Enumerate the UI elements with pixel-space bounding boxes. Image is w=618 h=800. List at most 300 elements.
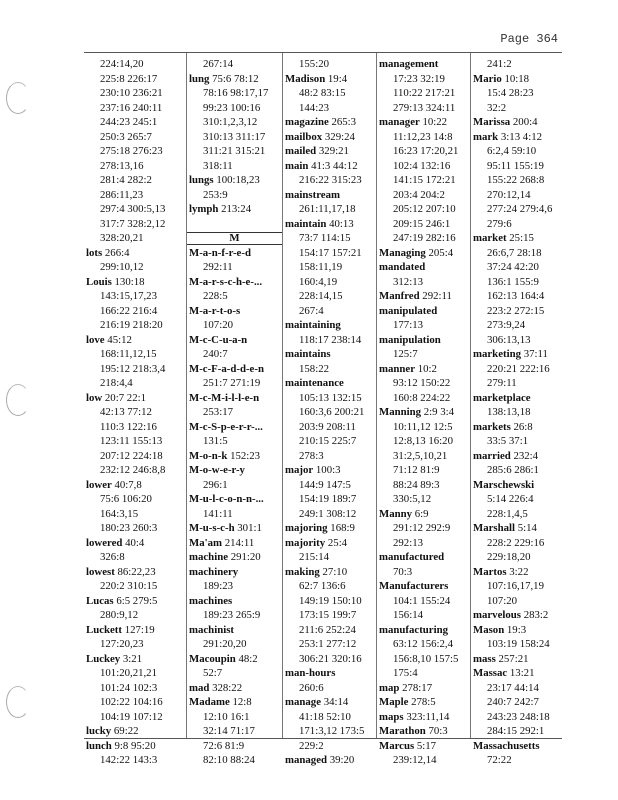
index-refs-line: 270:12,14: [487, 188, 531, 201]
index-refs-line: 318:11: [203, 159, 233, 172]
index-entry: [471, 391, 562, 406]
index-entry: [187, 536, 282, 551]
index-term: Marschewski: [473, 478, 535, 491]
index-refs-line: 279:13 324:11: [393, 101, 456, 114]
index-refs-line: 279:6: [487, 217, 512, 230]
index-refs-line: 123:11 155:13: [100, 435, 163, 447]
index-refs-line: 118:17 238:14: [299, 333, 362, 346]
index-term: manager: [379, 116, 420, 128]
index-entry: [377, 333, 470, 348]
index-entry: [471, 420, 562, 435]
index-term: Maple: [379, 696, 409, 708]
index-refs: 205:4: [428, 246, 454, 259]
index-entry: [187, 72, 282, 87]
index-refs-line: 223:2 272:15: [487, 304, 545, 317]
index-term: Marcus: [379, 739, 415, 752]
index-refs: 6:9: [414, 507, 429, 520]
index-refs: 6:5 279:5: [116, 594, 158, 607]
index-term: maintenance: [285, 377, 344, 389]
index-refs: 27:10: [322, 565, 348, 578]
index-refs-line: 317:7 328:2,12: [100, 217, 166, 230]
index-term: Lucas: [86, 594, 114, 607]
index-refs-line: 220:2 310:15: [100, 580, 158, 592]
index-refs: 10:22: [422, 116, 448, 128]
index-term: lower: [86, 478, 112, 491]
index-refs-line: 52:7: [203, 667, 223, 679]
index-term: M-o-w-e-r-y: [189, 464, 245, 476]
index-refs: 34:14: [323, 696, 349, 708]
index-term: Manning: [379, 406, 422, 418]
index-term: markets: [473, 420, 511, 433]
index-term: lunch: [86, 739, 112, 752]
index-refs: 5:14: [517, 522, 537, 534]
index-refs: 127:19: [124, 623, 155, 636]
index-term: magazine: [285, 116, 329, 128]
index-entry: [84, 594, 186, 609]
index-refs: 25:4: [327, 536, 348, 549]
index-refs-line: 72:22: [487, 754, 512, 766]
index-refs-line: 101:24 102:3: [100, 681, 158, 694]
index-refs-line: 160:3,6 200:21: [299, 406, 365, 418]
index-refs-line: 162:13 164:4: [487, 290, 545, 302]
index-refs-line: 154:17 157:21: [299, 246, 362, 259]
index-refs-line: 17:23 32:19: [393, 72, 445, 85]
index-entry: [377, 304, 470, 319]
index-refs: 329:21: [318, 145, 349, 157]
index-term: mark: [473, 130, 499, 143]
index-entry: [283, 565, 376, 580]
index-entry: [471, 739, 562, 754]
index-refs-line: 41:18 52:10: [299, 710, 351, 723]
index-term: M-c-F-a-d-d-e-n: [189, 362, 264, 375]
index-refs-line: 16:23 17:20,21: [393, 145, 459, 157]
index-term: love: [86, 333, 105, 346]
index-refs-line: 216:19 218:20: [100, 319, 163, 331]
index-term: M-a-r-s-c-h-e-...: [189, 275, 263, 288]
index-refs: 40:4: [125, 536, 145, 549]
index-refs-line: 218:4,4: [100, 377, 133, 389]
index-refs-line: 104:19 107:12: [100, 710, 163, 723]
index-term: manage: [285, 696, 321, 708]
index-refs-line: 311:21 315:21: [203, 145, 266, 157]
index-refs-line: 228:14,15: [299, 290, 343, 302]
index-entry: [377, 260, 470, 275]
index-refs-line: 203:9 208:11: [299, 420, 356, 433]
index-refs: 25:15: [509, 232, 534, 244]
index-entry: [84, 724, 186, 739]
index-entry: [283, 536, 376, 551]
index-refs-line: 78:16 98:17,17: [203, 87, 269, 99]
index-entry: [187, 202, 282, 217]
index-column: [376, 53, 470, 766]
index-term: majoring: [285, 522, 328, 534]
index-refs-line: 229:2: [299, 739, 324, 752]
index-entry: [377, 710, 470, 725]
index-entry: [377, 362, 470, 377]
index-column: [84, 53, 186, 766]
index-refs-line: 216:22 315:23: [299, 174, 362, 186]
index-refs-line: 107:20: [487, 594, 517, 607]
index-refs: 232:4: [513, 449, 539, 462]
index-refs: 19:3: [506, 623, 527, 636]
index-refs: 48:2: [238, 652, 258, 665]
index-refs-line: 158:11,19: [299, 261, 343, 273]
index-refs-line: 225:8 226:17: [100, 72, 158, 85]
index-refs-line: 210:15 225:7: [299, 435, 357, 447]
index-entry: [377, 623, 470, 638]
index-refs-line: 299:10,12: [100, 261, 144, 273]
index-refs-line: 149:19 150:10: [299, 594, 362, 607]
index-refs: 291:20: [230, 551, 261, 563]
index-refs-line: 326:8: [100, 551, 125, 563]
index-refs-line: 215:14: [299, 551, 329, 563]
index-term: major: [285, 464, 314, 476]
index-term: Managing: [379, 246, 426, 259]
index-refs: 70:3: [428, 725, 448, 737]
index-entry: [187, 492, 282, 507]
index-refs: 168:9: [330, 522, 355, 534]
index-refs-line: 155:20: [299, 58, 329, 70]
index-refs: 26:8: [513, 420, 533, 433]
index-refs-line: 241:2: [487, 58, 512, 70]
page-number: Page 364: [500, 32, 558, 46]
index-refs-line: 249:1 308:12: [299, 507, 357, 520]
index-term: machines: [189, 594, 233, 607]
index-refs-line: 136:1 155:9: [487, 275, 539, 288]
index-refs-line: 284:15 292:1: [487, 725, 545, 737]
index-refs-line: 82:10 88:24: [203, 754, 255, 766]
index-refs-line: 277:24 279:4,6: [487, 203, 553, 215]
index-refs-line: 142:22 143:3: [100, 754, 158, 766]
index-term: manipulated: [379, 304, 438, 317]
index-refs-line: 230:10 236:21: [100, 87, 163, 99]
index-refs-line: 141:15 172:21: [393, 174, 456, 186]
index-refs-line: 171:3,12 173:5: [299, 725, 365, 737]
index-term: lung: [189, 72, 210, 85]
index-refs-line: 267:14: [203, 58, 233, 70]
index-refs-line: 26:6,7 28:18: [487, 246, 542, 259]
index-refs-line: 110:22 217:21: [393, 87, 456, 99]
index-refs-line: 70:3: [393, 565, 413, 578]
index-refs-line: 15:4 28:23: [487, 87, 534, 99]
index-refs-line: 306:21 320:16: [299, 652, 362, 665]
index-refs-line: 107:16,17,19: [487, 580, 544, 592]
index-term: main: [285, 159, 309, 172]
index-term: Madison: [285, 72, 326, 85]
index-entry: [283, 217, 376, 232]
index-entry: [187, 362, 282, 377]
index-term: low: [86, 391, 103, 404]
index-refs-line: 330:5,12: [393, 493, 432, 505]
index-entry: [283, 347, 376, 362]
index-refs: 292:11: [422, 290, 452, 302]
index-refs: 283:2: [523, 609, 549, 621]
index-refs-line: 189:23 265:9: [203, 609, 261, 621]
index-term: lucky: [86, 725, 112, 737]
index-term: Mason: [473, 623, 505, 636]
index-refs-line: 253:1 277:12: [299, 638, 357, 650]
index-entry: [471, 666, 562, 681]
index-refs-line: 253:17: [203, 406, 233, 418]
index-refs-line: 32:2: [487, 101, 507, 114]
index-term: Martos: [473, 565, 507, 578]
index-refs-line: 156:14: [393, 609, 423, 621]
index-term: mailed: [285, 145, 317, 157]
index-refs-line: 62:7 136:6: [299, 580, 346, 592]
index-column: [282, 53, 376, 766]
index-term: M-c-C-u-a-n: [189, 333, 248, 346]
index-refs-line: 312:13: [393, 275, 423, 288]
index-refs-line: 48:2 83:15: [299, 87, 346, 99]
index-refs-line: 63:12 156:2,4: [393, 638, 453, 650]
index-term: majority: [285, 536, 326, 549]
index-term: machinist: [189, 623, 234, 636]
index-refs-line: 11:12,23 14:8: [393, 130, 453, 143]
index-term: lowest: [86, 565, 115, 578]
index-refs-line: 310:13 311:17: [203, 130, 266, 143]
index-term: market: [473, 232, 507, 244]
index-term: M-a-r-t-o-s: [189, 304, 241, 317]
index-refs: 214:11: [224, 536, 255, 549]
index-term: maintains: [285, 348, 331, 360]
index-refs: 278:17: [402, 681, 433, 694]
index-entry: [377, 724, 470, 739]
index-refs: 130:18: [114, 275, 145, 288]
index-entry: [187, 449, 282, 464]
index-refs-line: 144:23: [299, 101, 329, 114]
index-refs: 45:12: [107, 333, 132, 346]
index-term: Luckey: [86, 652, 121, 665]
index-entry: [377, 681, 470, 696]
index-refs-line: 31:2,5,10,21: [393, 449, 448, 462]
index-term: mainstream: [285, 188, 340, 201]
index-refs-line: 261:11,17,18: [299, 203, 356, 215]
index-entry: [187, 550, 282, 565]
index-refs-line: 278:3: [299, 449, 324, 462]
index-refs-line: 207:12 224:18: [100, 449, 163, 462]
index-refs: 2:9 3:4: [423, 406, 455, 418]
index-refs-line: 102:22 104:16: [100, 696, 163, 708]
index-entry: [187, 521, 282, 536]
index-term: manufacturing: [379, 623, 448, 636]
index-term: machine: [189, 551, 228, 563]
index-refs: 13:21: [509, 667, 535, 679]
punch-hole: [6, 384, 30, 416]
index-refs-line: 205:12 207:10: [393, 203, 456, 215]
index-refs-line: 203:4 204:2: [393, 188, 445, 201]
index-term: Mario: [473, 72, 502, 85]
index-refs-line: 10:11,12 12:5: [393, 420, 453, 433]
index-entry: [283, 159, 376, 174]
index-refs: 152:23: [230, 449, 261, 462]
index-term: manipulation: [379, 333, 441, 346]
index-refs-line: 88:24 89:3: [393, 478, 440, 491]
index-refs-line: 291:20,20: [203, 638, 247, 650]
index-term: man-hours: [285, 667, 336, 679]
index-refs-line: 127:20,23: [100, 638, 144, 650]
index-entry: [283, 130, 376, 145]
index-refs-line: 292:13: [393, 536, 423, 549]
index-entry: [471, 347, 562, 362]
index-term: marketplace: [473, 391, 531, 404]
index-refs-line: 281:4 282:2: [100, 174, 152, 186]
index-refs-line: 104:1 155:24: [393, 594, 451, 607]
index-refs-line: 291:12 292:9: [393, 522, 451, 534]
index-term: Manufacturers: [379, 580, 449, 592]
index-entry: [187, 463, 282, 478]
index-entry: [377, 246, 470, 261]
index-refs-line: 138:13,18: [487, 406, 531, 418]
index-refs: 39:20: [329, 754, 355, 766]
index-refs: 3:21: [122, 652, 143, 665]
index-refs-line: 229:18,20: [487, 551, 531, 563]
index-term: maps: [379, 710, 404, 723]
index-refs-line: 306:13,13: [487, 333, 531, 346]
index-refs-line: 141:11: [203, 507, 233, 520]
index-refs-line: 155:22 268:8: [487, 174, 545, 186]
index-entry: [283, 463, 376, 478]
index-refs-line: 164:3,15: [100, 507, 139, 520]
index-term: lowered: [86, 536, 123, 549]
index-refs-line: 71:12 81:9: [393, 464, 440, 476]
index-entry: [283, 188, 376, 203]
index-refs-line: 5:14 226:4: [487, 493, 534, 505]
index-refs-line: 177:13: [393, 319, 423, 331]
index-refs-line: 175:4: [393, 667, 418, 679]
index-entry: [377, 695, 470, 710]
index-entry: [471, 115, 562, 130]
index-refs: 266:4: [104, 246, 130, 259]
index-term: marketing: [473, 348, 521, 360]
index-refs-line: 228:5: [203, 290, 228, 302]
index-refs-line: 279:11: [487, 377, 517, 389]
index-refs: 12:8: [232, 696, 252, 708]
index-refs-line: 220:21 222:16: [487, 362, 550, 375]
index-refs-line: 267:4: [299, 304, 324, 317]
index-refs-line: 251:7 271:19: [203, 377, 261, 389]
index-term: manufactured: [379, 551, 445, 563]
index-refs-line: 12:8,13 16:20: [393, 435, 453, 447]
index-refs-line: 275:18 276:23: [100, 145, 163, 157]
index-term: M-c-M-i-l-l-e-n: [189, 391, 260, 404]
index-entry: [471, 565, 562, 580]
index-refs: 3:13 4:12: [500, 130, 542, 143]
index-refs-line: 250:3 265:7: [100, 130, 152, 143]
index-refs-line: 310:1,2,3,12: [203, 116, 258, 128]
index-refs: 100:18,23: [216, 174, 260, 186]
index-entry: [471, 449, 562, 464]
index-refs-line: 144:9 147:5: [299, 478, 351, 491]
index-term: machinery: [189, 565, 239, 578]
index-entry: [187, 246, 282, 261]
index-entry: [377, 57, 470, 72]
index-entry: [471, 478, 562, 493]
index-refs-line: 160:8 224:22: [393, 391, 451, 404]
index-refs-line: 286:11,23: [100, 188, 144, 201]
index-entry: [187, 304, 282, 319]
index-refs-line: 328:20,21: [100, 232, 144, 244]
index-refs-line: 102:4 132:16: [393, 159, 451, 172]
index-column: [186, 53, 282, 766]
index-refs-line: 158:22: [299, 362, 329, 375]
index-refs-line: 239:12,14: [393, 754, 437, 766]
index-refs: 86:22,23: [117, 565, 156, 578]
index-term: M-c-S-p-e-r-r-...: [189, 420, 263, 433]
index-refs-line: 103:19 158:24: [487, 638, 550, 650]
punch-hole: [6, 686, 30, 718]
index-entry: [187, 594, 282, 609]
index-term: mandated: [379, 261, 426, 273]
index-refs-line: 143:15,17,23: [100, 290, 157, 302]
index-refs-line: 253:9: [203, 188, 228, 201]
index-refs-line: 125:7: [393, 348, 418, 360]
index-refs: 265:3: [331, 116, 357, 128]
index-term: Luckett: [86, 623, 122, 636]
index-term: M-u-l-c-o-n-n-...: [189, 493, 264, 505]
index-refs: 20:7 22:1: [104, 391, 146, 404]
index-refs: 257:21: [498, 652, 529, 665]
index-refs-line: 173:15 199:7: [299, 609, 357, 621]
index-refs-line: 189:23: [203, 580, 233, 592]
index-term: mass: [473, 652, 496, 665]
index-refs: 323:11,14: [406, 710, 450, 723]
index-refs-line: 32:14 71:17: [203, 725, 255, 737]
index-column: [470, 53, 562, 766]
index-entry: [283, 318, 376, 333]
index-refs-line: 247:19 282:16: [393, 232, 456, 244]
index-entry: [187, 173, 282, 188]
index-refs: 69:22: [113, 725, 139, 737]
index-refs-line: 180:23 260:3: [100, 522, 158, 534]
section-letter: M: [187, 231, 282, 246]
index-term: manner: [379, 362, 415, 375]
index-refs-line: 160:4,19: [299, 275, 338, 288]
index-entry: [187, 652, 282, 667]
index-entry: [283, 144, 376, 159]
index-refs-line: 297:4 300:5,13: [100, 203, 166, 215]
index-entry: [471, 231, 562, 246]
index-refs-line: 75:6 106:20: [100, 493, 152, 505]
index-refs-line: 99:23 100:16: [203, 101, 261, 114]
index-refs-line: 110:3 122:16: [100, 420, 157, 433]
index-refs: 213:24: [221, 203, 252, 215]
index-refs-line: 195:12 218:3,4: [100, 362, 166, 375]
index-term: Marissa: [473, 116, 511, 128]
index-term: married: [473, 449, 511, 462]
index-entry: [283, 666, 376, 681]
index-term: lots: [86, 246, 103, 259]
index-refs-line: 285:6 286:1: [487, 464, 539, 476]
punch-hole: [6, 82, 30, 114]
index-entry: [471, 521, 562, 536]
index-term: M-u-s-c-h: [189, 522, 235, 534]
index-entry: [187, 565, 282, 580]
index-refs-line: 244:23 245:1: [100, 116, 158, 128]
index-entry: [187, 275, 282, 290]
index-term: management: [379, 58, 439, 70]
index-term: map: [379, 681, 400, 694]
index-refs: 301:1: [237, 522, 262, 534]
index-term: mad: [189, 681, 210, 694]
index-refs-line: 237:16 240:11: [100, 101, 163, 114]
index-refs: 9:8 95:20: [114, 739, 156, 752]
index-term: Madame: [189, 696, 230, 708]
index-refs-line: 228:2 229:16: [487, 536, 545, 549]
word-index-grid: [84, 52, 562, 766]
index-refs-line: 232:12 246:8,8: [100, 464, 166, 476]
index-refs-line: 243:23 248:18: [487, 710, 550, 723]
index-refs-line: 101:20,21,21: [100, 667, 157, 679]
